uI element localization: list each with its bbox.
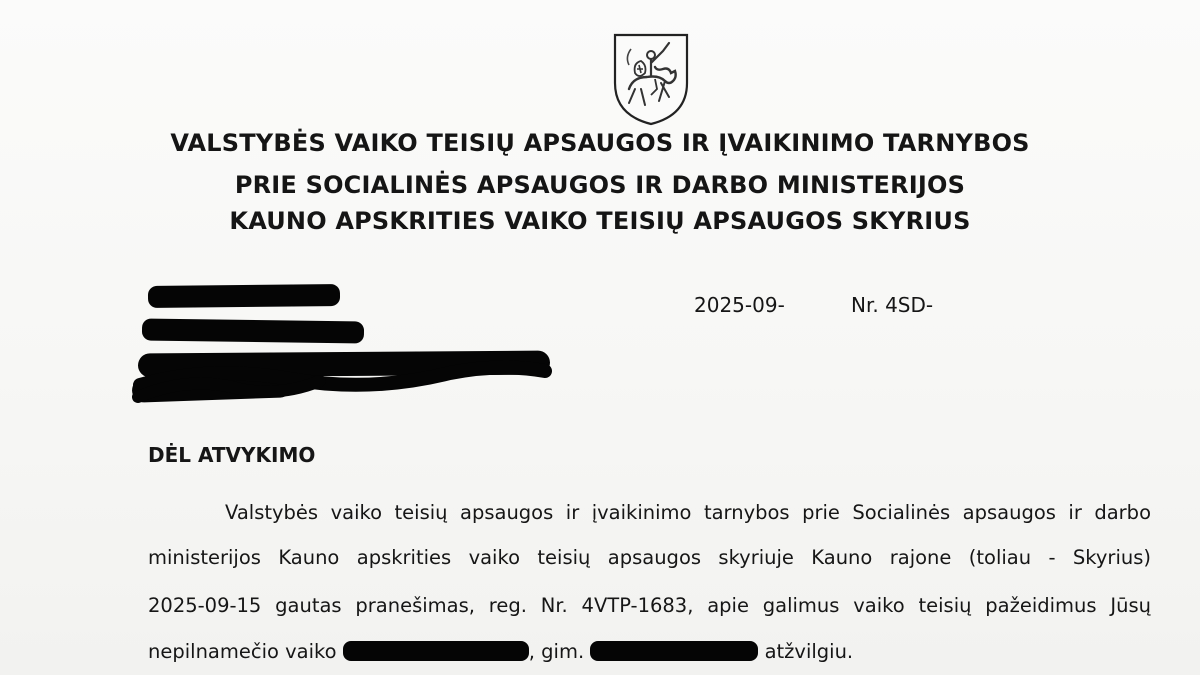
body-line-4-mid: , gim.: [528, 640, 591, 663]
subject-heading: DĖL ATVYKIMO: [148, 443, 316, 467]
coat-of-arms-emblem: [611, 31, 691, 127]
body-line-4-start: nepilnamečio vaiko: [148, 640, 343, 663]
institution-name-line-3: KAUNO APSKRITIES VAIKO TEISIŲ APSAUGOS SKYRIUS: [229, 207, 971, 235]
body-line-4: [148, 640, 853, 663]
institution-name-line-2: PRIE SOCIALINĖS APSAUGOS IR DARBO MINISTERIJOS: [234, 171, 966, 199]
document-date: 2025-09-: [694, 293, 785, 317]
body-line-3: 2025-09-15 gautas pranešimas, reg. Nr. 4VTP-1683, apie galimus vaiko teisių pažeidimus Jūsų: [148, 594, 1151, 617]
body-line-4-end: atžvilgiu.: [758, 640, 854, 663]
child-name-redacted: [343, 641, 529, 661]
institution-name-line-1: VALSTYBĖS VAIKO TEISIŲ APSAUGOS IR ĮVAIKINIMO TARNYBOS: [170, 129, 1030, 157]
body-line-2: ministerijos Kauno apskrities vaiko teisių apsaugos skyriuje Kauno rajone (toliau - Skyrius): [148, 546, 1151, 569]
redaction-scribble: [130, 345, 560, 410]
document-number: Nr. 4SD-: [851, 293, 934, 317]
birth-date-redacted: [590, 641, 758, 661]
vytis-shield-icon: [611, 31, 691, 127]
body-line-1: Valstybės vaiko teisių apsaugos ir įvaikinimo tarnybos prie Socialinės apsaugos ir darbo: [225, 501, 1151, 524]
